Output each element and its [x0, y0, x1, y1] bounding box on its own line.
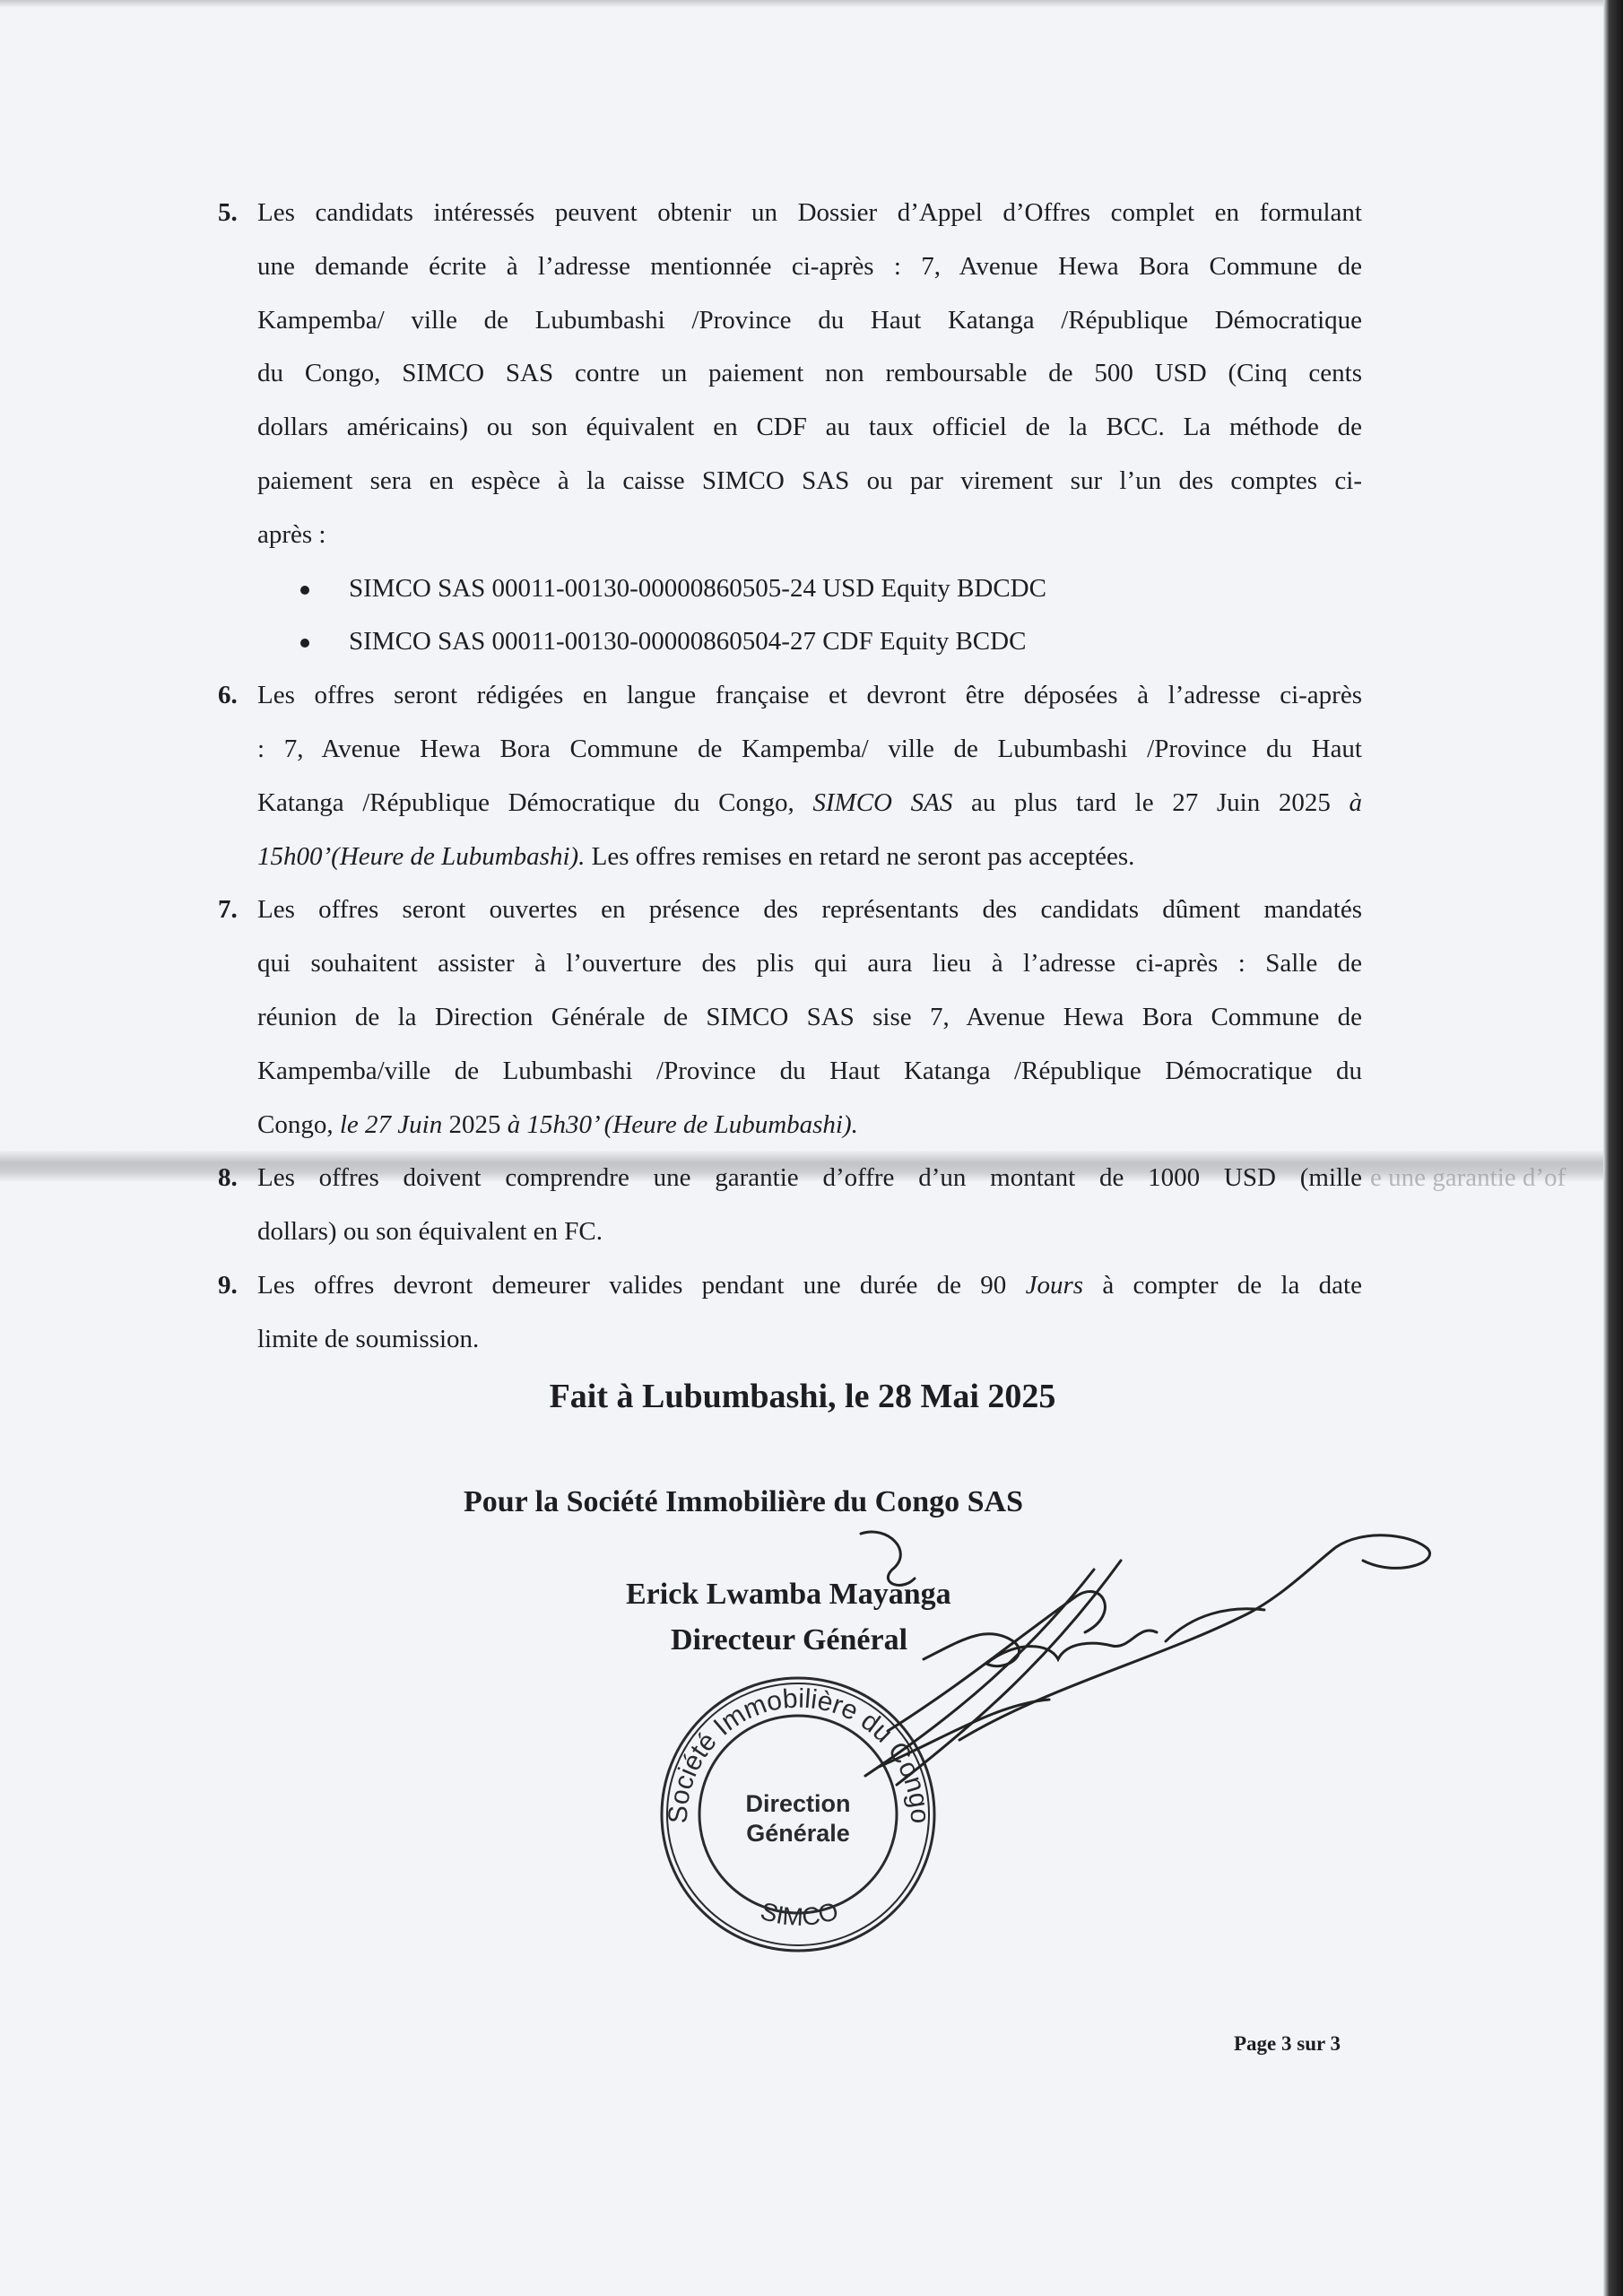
text-segment: : 7, Avenue Hewa Bora Commune de Kampemba/ ville de Lubumbashi /Province du Haut	[257, 734, 1362, 763]
text-line	[257, 723, 1362, 777]
text-line	[257, 1205, 1362, 1259]
text-segment: limite de soumission.	[257, 1324, 480, 1353]
text-segment: à compter de la date	[1083, 1270, 1362, 1300]
text-segment: Les offres remises en retard ne seront pas acceptées.	[585, 841, 1135, 871]
text-segment: Kampemba/ville de Lubumbashi /Province du Haut Katanga /République Démocratique du	[257, 1056, 1362, 1085]
text-segment: Congo,	[257, 1109, 340, 1139]
stamp-ring-text: Société Immobilière du Congo	[663, 1683, 935, 1824]
text-line	[257, 669, 1362, 723]
signatory-title: Directeur Général	[671, 1623, 908, 1657]
text-segment: Jours	[1025, 1270, 1084, 1300]
scan-right-edge	[1603, 0, 1623, 2296]
item-number: 7.	[218, 895, 238, 925]
text-segment: Kampemba/ ville de Lubumbashi /Province du Haut Katanga /République Démocratique	[257, 305, 1362, 335]
text-line	[257, 1152, 1362, 1205]
page-number: Page 3 sur 3	[1234, 2032, 1341, 2055]
text-line	[257, 401, 1362, 455]
stamp-center-line1: Direction	[745, 1790, 851, 1817]
svg-text:SIMCO	[758, 1897, 841, 1931]
bullet-icon	[300, 639, 309, 648]
text-line	[257, 240, 1362, 294]
text-segment: Katanga /République Démocratique du Congo,	[257, 787, 813, 817]
stamp-bottom-text: SIMCO	[757, 1896, 842, 1932]
text-line	[257, 1313, 1362, 1367]
item-number: 5.	[218, 198, 238, 227]
scan-top-edge	[0, 0, 1623, 7]
text-segment: réunion de la Direction Générale de SIMCO SAS sise 7, Avenue Hewa Bora Commune de	[257, 1002, 1362, 1031]
text-segment: après :	[257, 519, 326, 549]
text-segment: dollars américains) ou son équivalent en CDF au taux officiel de la BCC. La méthode de	[257, 413, 1362, 442]
text-segment: Les offres seront rédigées en langue française et devront être déposées à l’adresse ci-après	[257, 681, 1362, 710]
bullet-text: SIMCO SAS 00011-00130-00000860504-27 CDF Equity BCDC	[349, 627, 1027, 657]
place-date: Fait à Lubumbashi, le 28 Mai 2025	[549, 1378, 1056, 1415]
bullet-icon	[300, 586, 309, 595]
text-line	[257, 1259, 1362, 1313]
text-segment: Les offres seront ouvertes en présence des représentants des candidats dûment mandatés	[257, 895, 1362, 925]
text-segment: 15h00’(Heure de Lubumbashi).	[257, 841, 586, 871]
list-item	[218, 187, 1362, 562]
text-segment: au plus tard le 27 Juin 2025	[952, 787, 1350, 817]
text-segment: Les offres devront demeurer valides pendant une durée de 90	[257, 1270, 1026, 1300]
bank-account-bullet	[218, 615, 1362, 669]
text-segment: Les candidats intéressés peuvent obtenir un Dossier d’Appel d’Offres complet en formulant	[257, 198, 1362, 227]
list-item	[218, 883, 1362, 1152]
item-number: 6.	[218, 681, 238, 710]
on-behalf-line: Pour la Société Immobilière du Congo SAS	[464, 1485, 1023, 1518]
text-line	[257, 991, 1362, 1045]
text-line	[257, 509, 1362, 562]
stamp-center-line2: Générale	[746, 1820, 850, 1847]
text-segment: une demande écrite à l’adresse mentionnée ci-après : 7, Avenue Hewa Bora Commune de	[257, 251, 1362, 281]
text-line	[257, 883, 1362, 937]
text-line	[257, 937, 1362, 991]
list-item	[218, 669, 1362, 883]
text-line	[257, 455, 1362, 509]
list-item	[218, 1152, 1567, 1259]
text-segment: SIMCO SAS	[812, 787, 953, 817]
list-item	[218, 1259, 1362, 1367]
text-line	[257, 1045, 1362, 1099]
bank-account-bullet	[218, 562, 1362, 616]
text-line	[257, 1099, 1362, 1152]
text-line	[257, 347, 1362, 401]
text-segment: 2025	[442, 1109, 508, 1139]
text-segment: paiement sera en espèce à la caisse SIMCO SAS ou par virement sur l’un des comptes ci-	[257, 465, 1362, 495]
text-segment: du Congo, SIMCO SAS contre un paiement non remboursable de 500 USD (Cinq cents	[257, 359, 1362, 388]
text-segment: Les offres doivent comprendre une garantie d’offre d’un montant de 1000 USD (mille	[257, 1163, 1362, 1193]
text-line	[257, 294, 1362, 348]
handwritten-signature	[780, 1507, 1444, 1830]
document-body	[218, 187, 1567, 1367]
text-line	[257, 777, 1362, 831]
item-number: 9.	[218, 1270, 238, 1300]
text-segment: qui souhaitent assister à l’ouverture des plis qui aura lieu à l’adresse ci-après : Salle de	[257, 949, 1362, 978]
text-line	[257, 831, 1362, 884]
text-segment: à 15h30’ (Heure de Lubumbashi).	[507, 1109, 858, 1139]
text-segment: le 27 Juin	[339, 1109, 443, 1139]
text-line	[257, 187, 1362, 240]
signatory-name: Erick Lwamba Mayanga	[626, 1578, 951, 1611]
text-segment: dollars) ou son équivalent en FC.	[257, 1217, 603, 1247]
item-number: 8.	[218, 1163, 238, 1193]
bullet-text: SIMCO SAS 00011-00130-00000860505-24 USD Equity BDCDC	[349, 573, 1046, 603]
text-segment: à	[1349, 787, 1362, 817]
scan-ghost-text: e une garantie d’of	[1370, 1163, 1567, 1193]
